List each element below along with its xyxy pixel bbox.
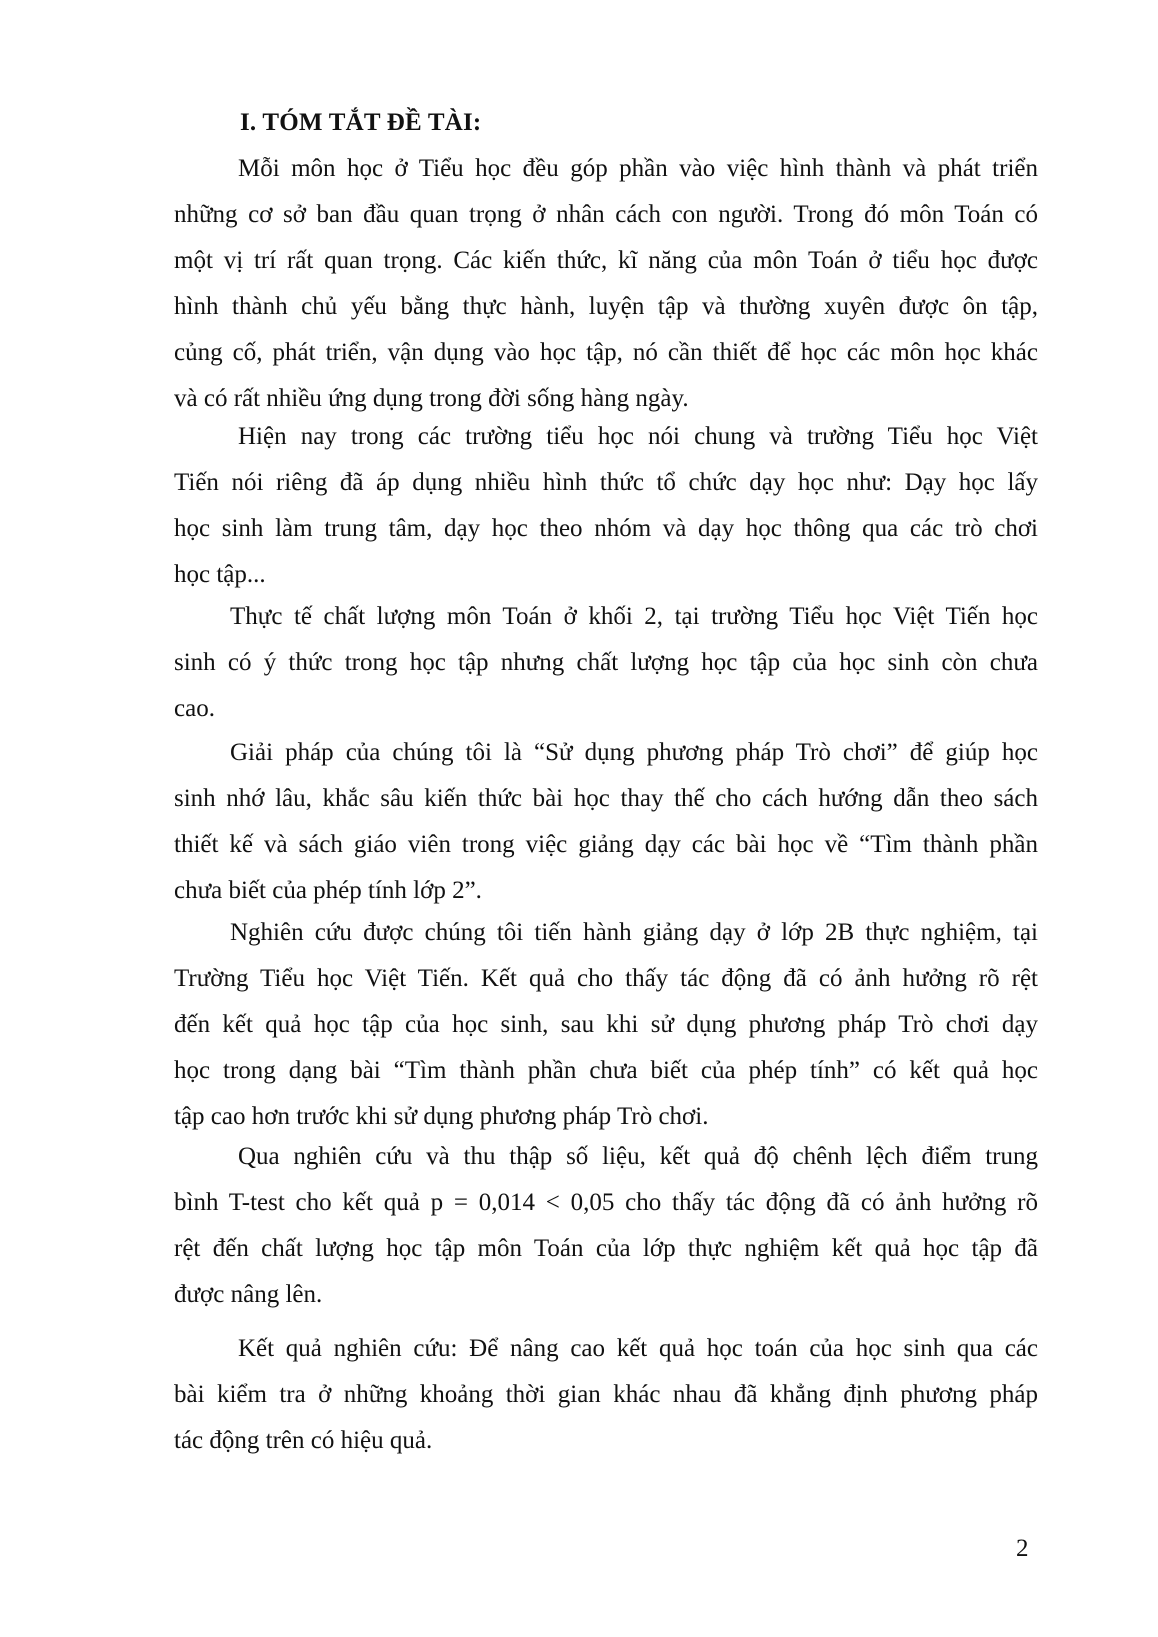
paragraph-2 <box>174 414 1038 598</box>
paragraph-line: tập cao hơn trước khi sử dụng phương pháp Trò chơi. <box>174 1103 709 1130</box>
paragraph-line: Nghiên cứu được chúng tôi tiến hành giảng dạy ở lớp 2B thực nghiệm, tại <box>230 919 1038 946</box>
paragraph-5 <box>174 910 1038 1140</box>
paragraph-line: Tiến nói riêng đã áp dụng nhiều hình thức tổ chức dạy học như: Dạy học lấy <box>174 469 1038 496</box>
paragraph-line: Hiện nay trong các trường tiểu học nói chung và trường Tiểu học Việt <box>238 423 1038 450</box>
paragraph-line: những cơ sở ban đầu quan trọng ở nhân cách con người. Trong đó môn Toán có <box>174 201 1038 228</box>
paragraph-line: Thực tế chất lượng môn Toán ở khối 2, tại trường Tiểu học Việt Tiến học <box>230 603 1038 630</box>
paragraph-line: được nâng lên. <box>174 1281 323 1308</box>
paragraph-line: thiết kế và sách giáo viên trong việc giảng dạy các bài học về “Tìm thành phần <box>174 831 1038 858</box>
paragraph-line: đến kết quả học tập của học sinh, sau khi sử dụng phương pháp Trò chơi dạy <box>174 1011 1038 1038</box>
paragraph-line: chưa biết của phép tính lớp 2”. <box>174 877 482 904</box>
paragraph-3 <box>174 594 1038 732</box>
paragraph-line: củng cố, phát triển, vận dụng vào học tập, nó cần thiết để học các môn học khác <box>174 339 1038 366</box>
paragraph-6 <box>174 1134 1038 1318</box>
paragraph-line: học trong dạng bài “Tìm thành phần chưa biết của phép tính” có kết quả học <box>174 1057 1038 1084</box>
paragraph-line: rệt đến chất lượng học tập môn Toán của lớp thực nghiệm kết quả học tập đã <box>174 1235 1038 1262</box>
paragraph-line: Trường Tiểu học Việt Tiến. Kết quả cho thấy tác động đã có ảnh hưởng rõ rệt <box>174 965 1038 992</box>
paragraph-line: Kết quả nghiên cứu: Để nâng cao kết quả học toán của học sinh qua các <box>238 1335 1038 1362</box>
paragraph-line: một vị trí rất quan trọng. Các kiến thức, kĩ năng của môn Toán ở tiểu học được <box>174 247 1038 274</box>
paragraph-line: học tập... <box>174 561 266 588</box>
paragraph-line: sinh nhớ lâu, khắc sâu kiến thức bài học thay thế cho cách hướng dẫn theo sách <box>174 785 1038 812</box>
section-heading: I. TÓM TẮT ĐỀ TÀI: <box>240 109 482 136</box>
paragraph-line: học sinh làm trung tâm, dạy học theo nhóm và dạy học thông qua các trò chơi <box>174 515 1038 542</box>
page-number: 2 <box>1016 1535 1029 1562</box>
paragraph-1 <box>174 146 1038 422</box>
paragraph-line: Mỗi môn học ở Tiểu học đều góp phần vào việc hình thành và phát triển <box>238 155 1038 182</box>
paragraph-line: bình T-test cho kết quả p = 0,014 < 0,05 cho thấy tác động đã có ảnh hưởng rõ <box>174 1189 1038 1216</box>
paragraph-7 <box>174 1326 1038 1464</box>
paragraph-line: cao. <box>174 695 215 722</box>
paragraph-line: hình thành chủ yếu bằng thực hành, luyện tập và thường xuyên được ôn tập, <box>174 293 1038 320</box>
paragraph-line: và có rất nhiều ứng dụng trong đời sống hàng ngày. <box>174 385 689 412</box>
paragraph-4 <box>174 730 1038 914</box>
paragraph-line: Giải pháp của chúng tôi là “Sử dụng phương pháp Trò chơi” để giúp học <box>230 739 1038 766</box>
paragraph-line: bài kiểm tra ở những khoảng thời gian khác nhau đã khẳng định phương pháp <box>174 1381 1038 1408</box>
paragraph-line: tác động trên có hiệu quả. <box>174 1427 433 1454</box>
paragraph-line: sinh có ý thức trong học tập nhưng chất lượng học tập của học sinh còn chưa <box>174 649 1038 676</box>
paragraph-line: Qua nghiên cứu và thu thập số liệu, kết quả độ chênh lệch điểm trung <box>238 1143 1038 1170</box>
